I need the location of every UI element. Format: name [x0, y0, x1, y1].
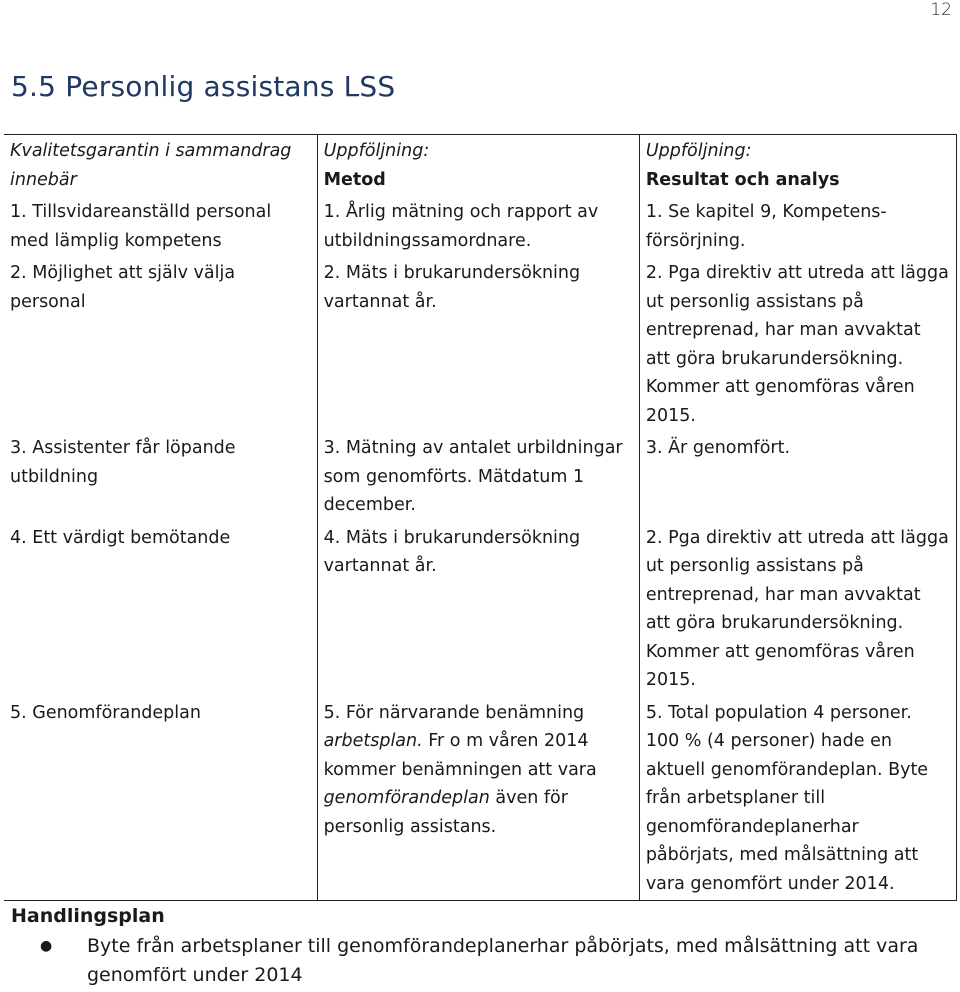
method-cell: 3. Mätning av antalet urbildningar som genomförts. Mätdatum 1 december. — [317, 432, 639, 522]
method-text-part: även för personlig assistans. — [323, 788, 568, 837]
action-plan-list — [40, 932, 920, 989]
header-method-title: Metod — [323, 169, 386, 190]
result-cell: 3. Är genomfört. — [639, 432, 956, 522]
header-result-prefix: Uppföljning: — [645, 141, 752, 161]
table-row — [4, 432, 957, 522]
header-method-prefix: Uppföljning: — [323, 141, 430, 161]
method-text-emphasis: arbetsplan. — [323, 731, 423, 751]
header-guarantee-label: Kvalitetsgarantin i sammandrag innebär — [10, 141, 292, 190]
action-plan-heading: Handlingsplan — [11, 905, 165, 927]
header-result-cell — [639, 135, 956, 197]
table-row — [4, 522, 957, 697]
list-item — [40, 932, 920, 989]
action-item-text: Byte från arbetsplaner till genomförandeplanerhar påbörjats, med målsättning att vara genomfört under 2014 — [87, 935, 919, 986]
result-cell: 5. Total population 4 personer. 100 % (4 personer) hade en aktuell genomförandeplan. Byte från arbetsplaner till genomförandeplanerhar påbörjats, med målsättning att vara genomfört under 2014. — [639, 697, 956, 901]
guarantee-cell: 4. Ett värdigt bemötande — [4, 522, 317, 697]
method-cell: 4. Mäts i brukarundersökning vartannat år. — [317, 522, 639, 697]
guarantee-cell: 5. Genomförandeplan — [4, 697, 317, 901]
table-row — [4, 257, 957, 432]
result-cell: 2. Pga direktiv att utreda att lägga ut personlig assistans på entreprenad, har man avvaktat att göra brukarundersökning. Kommer att genomföras våren 2015. — [639, 522, 956, 697]
table-row — [4, 697, 957, 901]
header-method-cell — [317, 135, 639, 197]
method-text-part: Fr o m våren 2014 kommer benämningen att vara — [323, 731, 597, 780]
result-cell: 1. Se kapitel 9, Kompetens-försörjning. — [639, 196, 956, 257]
header-guarantee-cell — [4, 135, 317, 197]
guarantee-cell: 2. Möjlighet att själv välja personal — [4, 257, 317, 432]
guarantee-cell: 3. Assistenter får löpande utbildning — [4, 432, 317, 522]
method-cell: 1. Årlig mätning och rapport av utbildningssamordnare. — [317, 196, 639, 257]
quality-guarantee-table — [4, 134, 957, 901]
page-number: 12 — [930, 0, 952, 20]
method-cell: 2. Mäts i brukarundersökning vartannat år. — [317, 257, 639, 432]
method-text-part: 5. För närvarande benämning — [323, 702, 585, 723]
header-result-title: Resultat och analys — [645, 169, 840, 190]
method-text-emphasis: genomförandeplan — [323, 788, 490, 808]
table-row — [4, 196, 957, 257]
guarantee-cell: 1. Tillsvidareanställd personal med lämplig kompetens — [4, 196, 317, 257]
table-header-row — [4, 135, 957, 197]
section-title: 5.5 Personlig assistans LSS — [11, 70, 396, 103]
bullet-icon: ● — [40, 938, 53, 954]
result-cell: 2. Pga direktiv att utreda att lägga ut personlig assistans på entreprenad, har man avvaktat att göra brukarundersökning. Kommer att genomföras våren 2015. — [639, 257, 956, 432]
method-cell — [317, 697, 639, 901]
